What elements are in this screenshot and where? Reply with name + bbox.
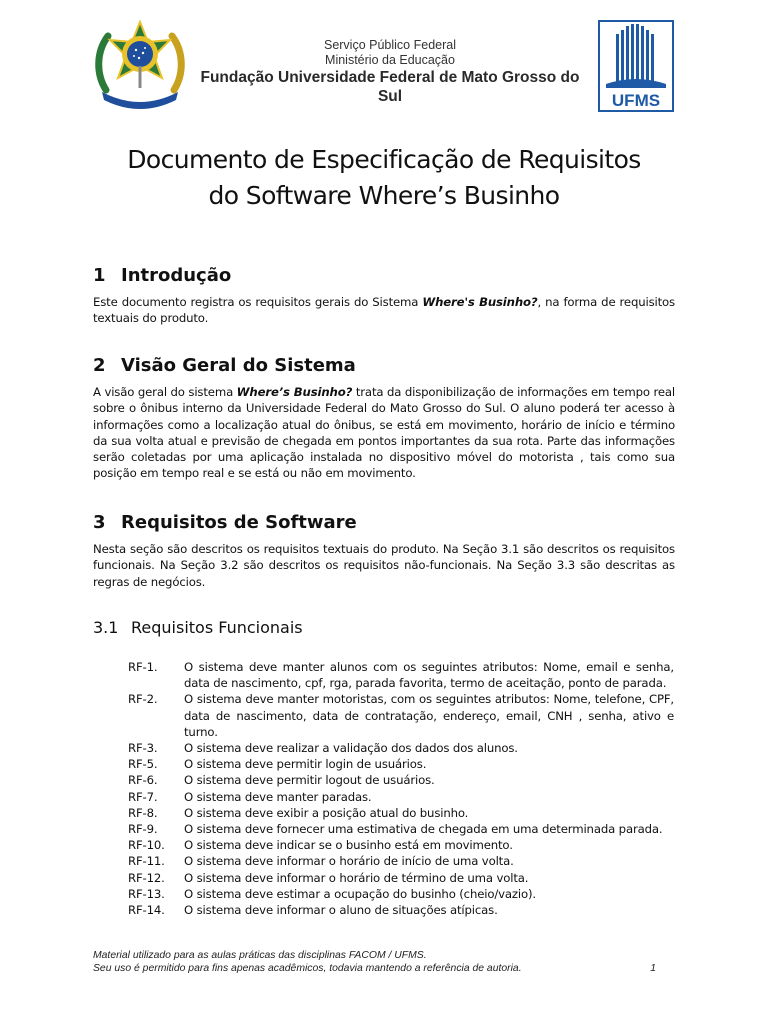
requirement-text: O sistema deve manter alunos com os seguintes atributos: Nome, email e senha, data de nascimento, cpf, rga, parada favorita, termo de aceitação, ponto de parada. — [184, 660, 674, 691]
paragraph-text: trata da disponibilização de informações em tempo real sobre o ônibus interno da Universidade Federal do Mato Grosso do Sul. O aluno poderá ter acesso à informações como a localização atual do ônibus, se está em movimento, horário de início e término da sua volta atual e previsão de chegada em pontos importantes da sua rota. Parte das informações serão coletadas por uma aplicação instalada no dispositivo móvel do motorista , tais como sua posição em tempo real e se está ou não em movimento. — [93, 385, 675, 481]
list-item — [128, 740, 674, 756]
requirement-id: RF-14. — [128, 903, 165, 918]
requirement-id: RF-8. — [128, 805, 158, 820]
section-number: 3 — [93, 512, 106, 533]
section-heading — [93, 511, 675, 535]
section-number: 2 — [93, 355, 106, 376]
requirement-id: RF-7. — [128, 789, 158, 804]
list-item — [128, 853, 674, 869]
requirement-id: RF-2. — [128, 692, 158, 707]
list-item — [128, 756, 674, 772]
requirement-text: O sistema deve estimar a ocupação do businho (cheio/vazio). — [184, 886, 536, 901]
section-software-requirements — [93, 511, 675, 590]
section-title: Visão Geral do Sistema — [121, 355, 356, 376]
section-paragraph — [93, 294, 675, 327]
requirements-list — [128, 659, 674, 918]
document-title-line-2: do Software Where’s Businho — [208, 181, 560, 210]
requirement-id: RF-11. — [128, 854, 165, 869]
section-title: Introdução — [121, 265, 232, 286]
document-title-line-1: Documento de Especificação de Requisitos — [127, 145, 641, 174]
requirement-text: O sistema deve permitir logout de usuários. — [184, 773, 435, 788]
requirement-id: RF-3. — [128, 741, 158, 756]
requirement-text: O sistema deve exibir a posição atual do businho. — [184, 805, 469, 820]
requirement-id: RF-9. — [128, 822, 158, 837]
list-item — [128, 902, 674, 918]
subsection-number: 3.1 — [93, 618, 119, 637]
letterhead-line-1: Serviço Público Federal — [323, 38, 456, 52]
ufms-logo-text: UFMS — [611, 91, 661, 110]
paragraph-text: A visão geral do sistema — [93, 385, 237, 399]
requirement-text: O sistema deve permitir login de usuários. — [184, 757, 427, 772]
section-paragraph — [93, 384, 675, 482]
section-heading — [93, 354, 675, 378]
list-item — [128, 659, 674, 691]
requirement-id: RF-6. — [128, 773, 158, 788]
list-item — [128, 870, 674, 886]
requirement-text: O sistema deve informar o horário de início de uma volta. — [184, 854, 514, 869]
section-heading — [93, 264, 675, 288]
requirement-text: O sistema deve realizar a validação dos dados dos alunos. — [184, 741, 518, 756]
requirement-text: O sistema deve indicar se o businho está em movimento. — [184, 838, 513, 853]
list-item — [128, 837, 674, 853]
requirement-text: O sistema deve fornecer uma estimativa de chegada em uma determinada parada. — [184, 822, 663, 837]
paragraph-text: Este documento registra os requisitos gerais do Sistema — [93, 295, 423, 309]
requirement-text: O sistema deve manter paradas. — [184, 789, 372, 804]
letterhead-line-2: Ministério da Educação — [325, 53, 455, 67]
subsection-title: Requisitos Funcionais — [131, 618, 303, 637]
document-title — [60, 142, 708, 214]
section-paragraph: Nesta seção são descritos os requisitos textuais do produto. Na Seção 3.1 são descritos os requisitos funcionais. Na Seção 3.2 são descritos os requisitos não-funcionais. Na Seção 3.3 são descritas as regras de negócios. — [93, 542, 675, 589]
footer-line-1: Material utilizado para as aulas práticas das disciplinas FACOM / UFMS. — [93, 950, 427, 961]
section-functional-requirements — [93, 617, 675, 639]
paragraph-text: , na forma de requisitos textuais do produto. — [93, 295, 675, 326]
requirement-id: RF-5. — [128, 757, 158, 772]
brazil-coat-of-arms-icon — [92, 20, 188, 112]
page-footer — [93, 950, 675, 975]
list-item — [128, 805, 674, 821]
product-name: Where's Businho? — [422, 295, 538, 309]
section-number: 1 — [93, 265, 106, 286]
list-item — [128, 789, 674, 805]
section-title: Requisitos de Software — [121, 512, 357, 533]
footer-line-2: Seu uso é permitido para fins apenas acadêmicos, todavia mantendo a referência de autoria. — [93, 962, 522, 974]
section-introduction — [93, 264, 675, 327]
letterhead-line-3: Fundação Universidade Federal de Mato Grosso do Sul — [200, 69, 580, 105]
product-name: Where’s Businho? — [236, 385, 353, 399]
ufms-logo-icon — [598, 20, 674, 112]
letterhead — [92, 16, 678, 116]
list-item — [128, 886, 674, 902]
requirement-id: RF-1. — [128, 660, 158, 674]
list-item — [128, 772, 674, 788]
letterhead-text — [188, 38, 592, 106]
requirement-text: O sistema deve manter motoristas, com os seguintes atributos: Nome, telefone, CPF, data de nascimento, data de contratação, endereço, email, CNH , senha, ativo e turno. — [184, 692, 674, 739]
requirement-text: O sistema deve informar o aluno de situações atípicas. — [184, 903, 498, 918]
list-item — [128, 821, 674, 837]
requirement-id: RF-13. — [128, 886, 165, 901]
list-item — [128, 691, 674, 740]
page-number: 1 — [650, 962, 656, 974]
requirement-id: RF-10. — [128, 838, 165, 853]
section-system-overview — [93, 354, 675, 482]
requirement-id: RF-12. — [128, 870, 165, 885]
requirement-text: O sistema deve informar o horário de término de uma volta. — [184, 870, 529, 885]
subsection-heading — [93, 617, 675, 639]
